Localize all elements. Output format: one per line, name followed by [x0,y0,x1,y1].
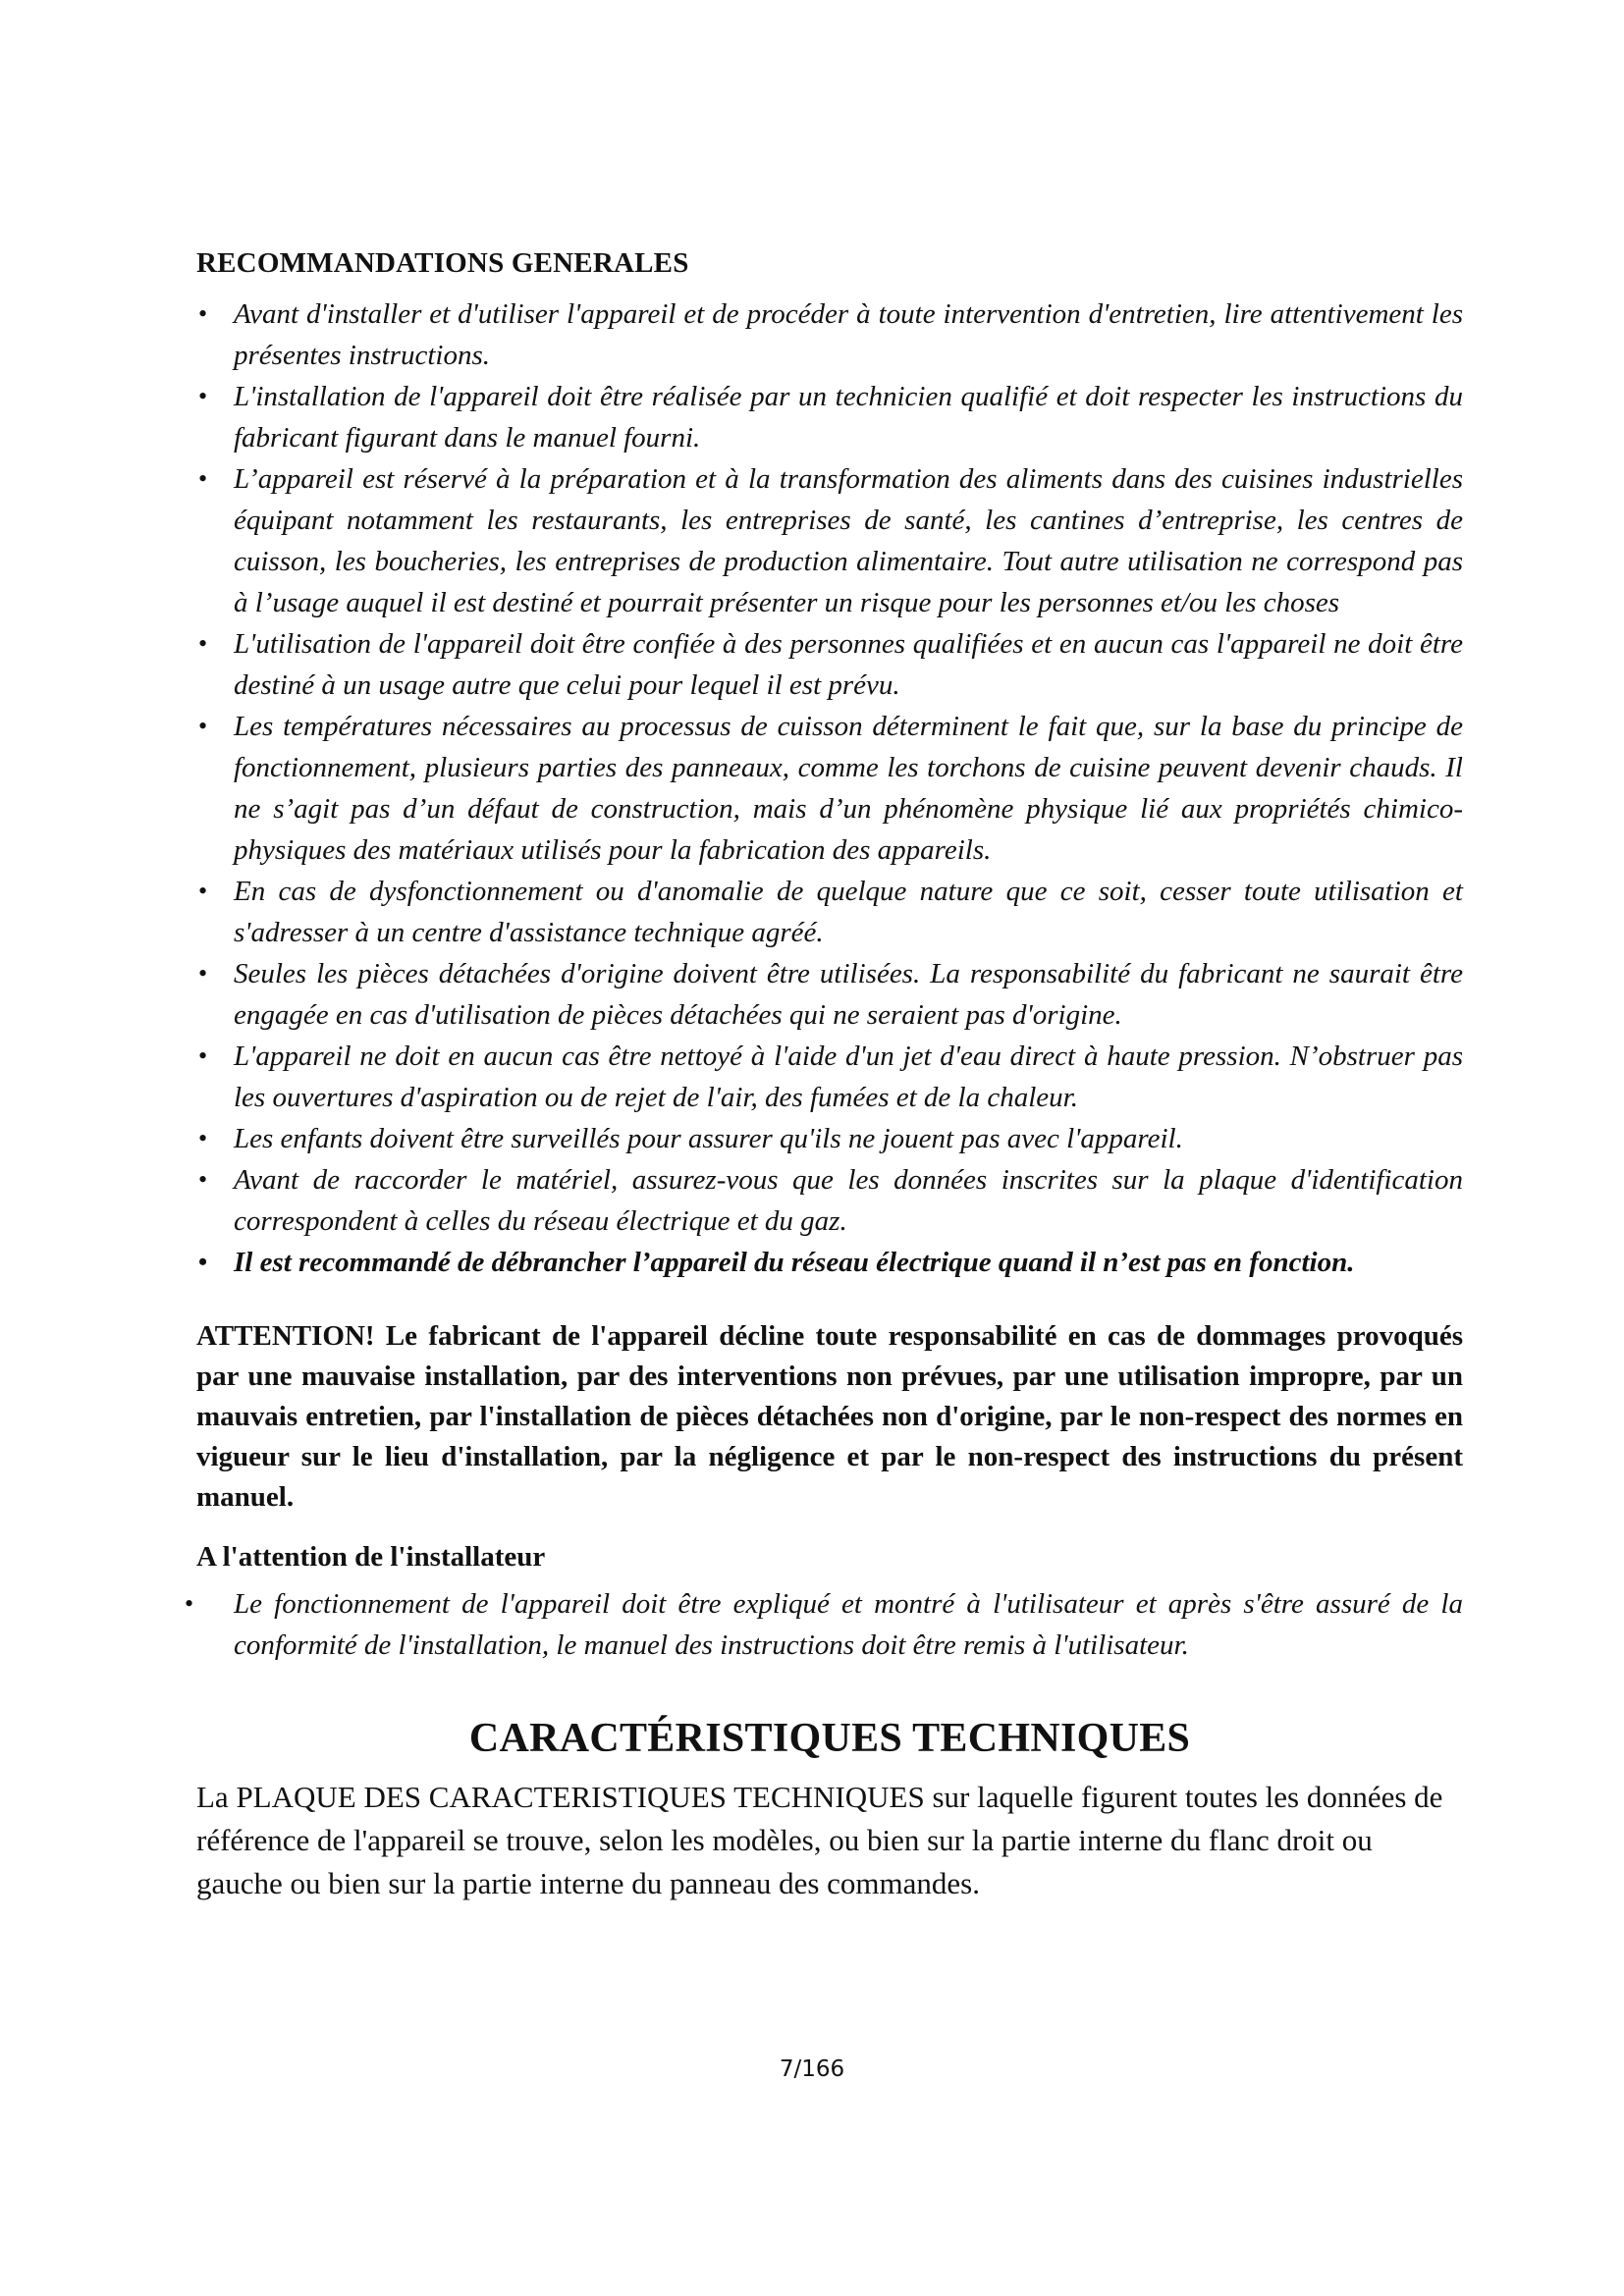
list-item: • Le fonctionnement de l'appareil doit être expliqué et montré à l'utilisateur et après s'être assuré de la conformité de l'installation, le manuel des instructions doit être remis à l'utilisateur. [196,1583,1463,1666]
installer-section-title: A l'attention de l'installateur [196,1541,546,1573]
list-item-emphasis: • Il est recommandé de débrancher l’appareil du réseau électrique quand il n’est pas en fonction. [196,1242,1463,1283]
list-item: • Les enfants doivent être surveillés pour assurer qu'ils ne jouent pas avec l'appareil. [196,1118,1463,1159]
installer-list [196,1583,1463,1666]
page-content [196,247,1463,1905]
technical-characteristics-paragraph: La PLAQUE DES CARACTERISTIQUES TECHNIQUES sur laquelle figurent toutes les données de référence de l'appareil se trouve, selon les modèles, ou bien sur la partie interne du flanc droit ou gauche ou bien sur la partie interne du panneau des commandes. [196,1780,1443,1900]
list-item: • L'appareil ne doit en aucun cas être nettoyé à l'aide d'un jet d'eau direct à haute pression. N’obstruer pas les ouvertures d'aspiration ou de rejet de l'air, des fumées et de la chaleur. [196,1036,1463,1118]
list-item: • L'installation de l'appareil doit être réalisée par un technicien qualifié et doit respecter les instructions du fabricant figurant dans le manuel fourni. [196,376,1463,458]
page-number: 7/166 [779,2056,845,2082]
list-item: • Seules les pièces détachées d'origine doivent être utilisées. La responsabilité du fabricant ne saurait être engagée en cas d'utilisation de pièces détachées qui ne seraient pas d'origine. [196,953,1463,1036]
list-item: • Avant d'installer et d'utiliser l'appareil et de procéder à toute intervention d'entretien, lire attentivement les présentes instructions. [196,294,1463,376]
list-item: • L'utilisation de l'appareil doit être confiée à des personnes qualifiées et en aucun cas l'appareil ne doit être destiné à un usage autre que celui pour lequel il est prévu. [196,623,1463,706]
attention-paragraph: ATTENTION! Le fabricant de l'appareil décline toute responsabilité en cas de dommages provoqués par une mauvaise installation, par des interventions non prévues, par une utilisation impropre, par un mauvais entretien, par l'installation de pièces détachées non d'origine, par le non-respect des normes en vigueur sur le lieu d'installation, par la négligence et par le non-respect des instructions du présent manuel. [196,1320,1463,1513]
list-item: • Avant de raccorder le matériel, assurez-vous que les données inscrites sur la plaque d'identification correspondent à celles du réseau électrique et du gaz. [196,1159,1463,1242]
list-item: • En cas de dysfonctionnement ou d'anomalie de quelque nature que ce soit, cesser toute utilisation et s'adresser à un centre d'assistance technique agréé. [196,871,1463,953]
list-item: • Les températures nécessaires au processus de cuisson déterminent le fait que, sur la base du principe de fonctionnement, plusieurs parties des panneaux, comme les torchons de cuisine peuvent devenir chauds. Il ne s’agit pas d’un défaut de construction, mais d’un phénomène physique lié aux propriétés chimico-physiques des matériaux utilisés pour la fabrication des appareils. [196,706,1463,871]
list-item: • L’appareil est réservé à la préparation et à la transformation des aliments dans des cuisines industrielles équipant notamment les restaurants, les entreprises de santé, les cantines d’entreprise, les centres de cuisson, les boucheries, les entreprises de production alimentaire. Tout autre utilisation ne correspond pas à l’usage auquel il est destiné et pourrait présenter un risque pour les personnes et/ou les choses [196,458,1463,623]
technical-characteristics-title: CARACTÉRISTIQUES TECHNIQUES [468,1716,1191,1761]
general-recommendations-list [196,294,1463,1283]
general-recommendations-title: RECOMMANDATIONS GENERALES [196,247,689,279]
